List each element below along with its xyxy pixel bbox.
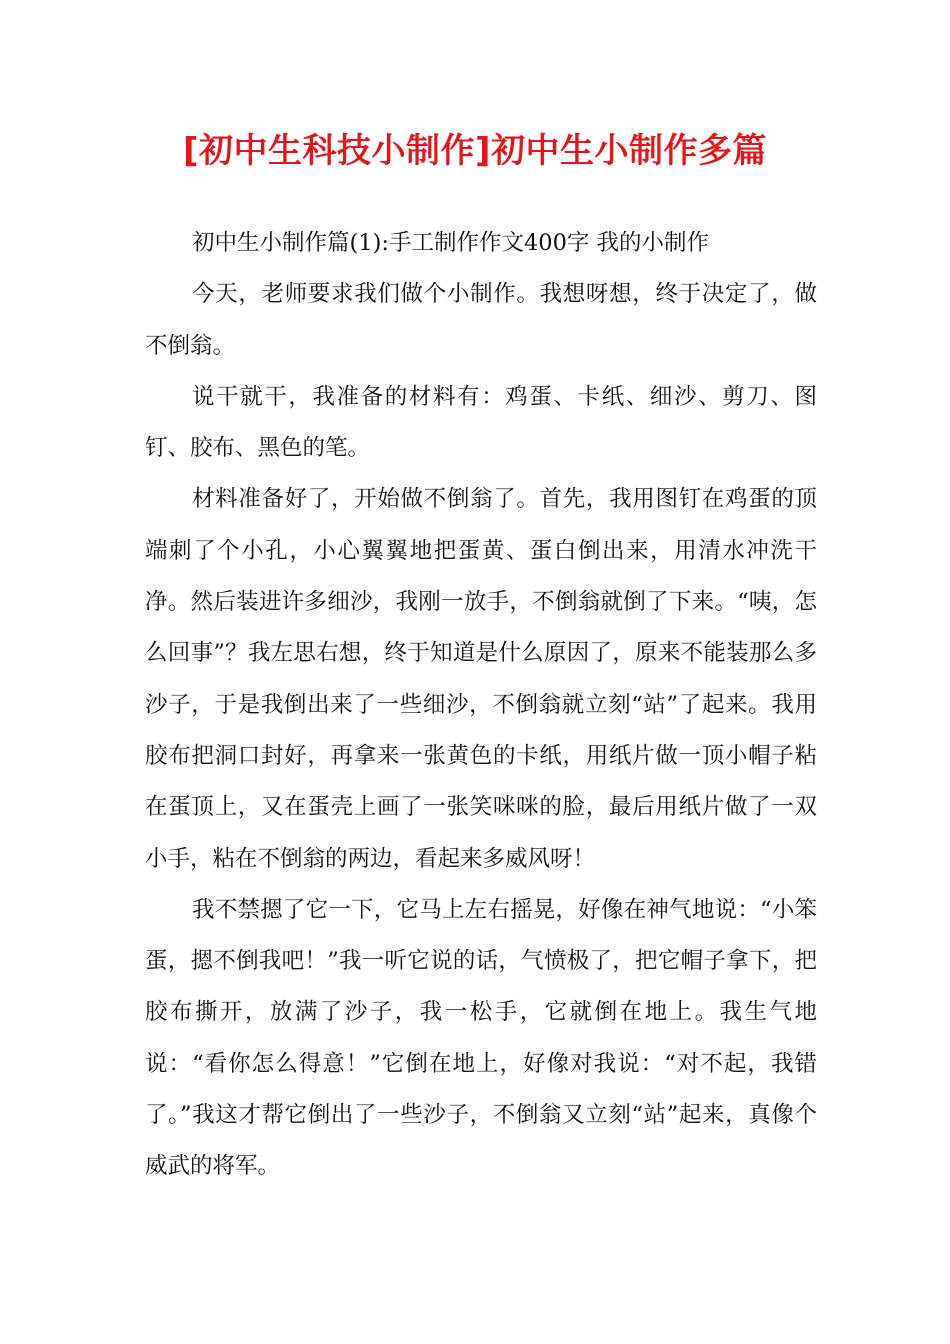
document-body: [145, 218, 817, 1193]
paragraph-4: 我不禁摁了它一下，它马上左右摇晃，好像在神气地说：“小笨蛋，摁不倒我吧！”我一听它说的话，气愤极了，把它帽子拿下，把胶布撕开，放满了沙子，我一松手，它就倒在地上。我生气地说：“看你怎么得意！”它倒在地上，好像对我说：“对不起，我错了。”我这才帮它倒出了一些沙子，不倒翁又立刻“站”起来，真像个威武的将军。: [145, 896, 817, 1180]
paragraph-2: 说干就干，我准备的材料有：鸡蛋、卡纸、细沙、剪刀、图钉、胶布、黑色的笔。: [145, 383, 817, 462]
paragraph-3: 材料准备好了，开始做不倒翁了。首先，我用图钉在鸡蛋的顶端刺了个小孔，小心翼翼地把蛋黄、蛋白倒出来，用清水冲洗干净。然后装进许多细沙，我刚一放手，不倒翁就倒了下来。“咦，怎么回事”？我左思右想，终于知道是什么原因了，原来不能装那么多沙子，于是我倒出来了一些细沙，不倒翁就立刻“站”了起来。我用胶布把洞口封好，再拿来一张黄色的卡纸，用纸片做一顶小帽子粘在蛋顶上，又在蛋壳上画了一张笑咪咪的脸，最后用纸片做了一双小手，粘在不倒翁的两边，看起来多威风呀！: [145, 486, 817, 872]
section-heading: 初中生小制作篇(1):手工制作作文400字 我的小制作: [192, 230, 710, 256]
paragraph-1: 今天，老师要求我们做个小制作。我想呀想，终于决定了，做不倒翁。: [145, 281, 817, 359]
document-title: [初中生科技小制作]初中生小制作多篇: [182, 130, 768, 171]
